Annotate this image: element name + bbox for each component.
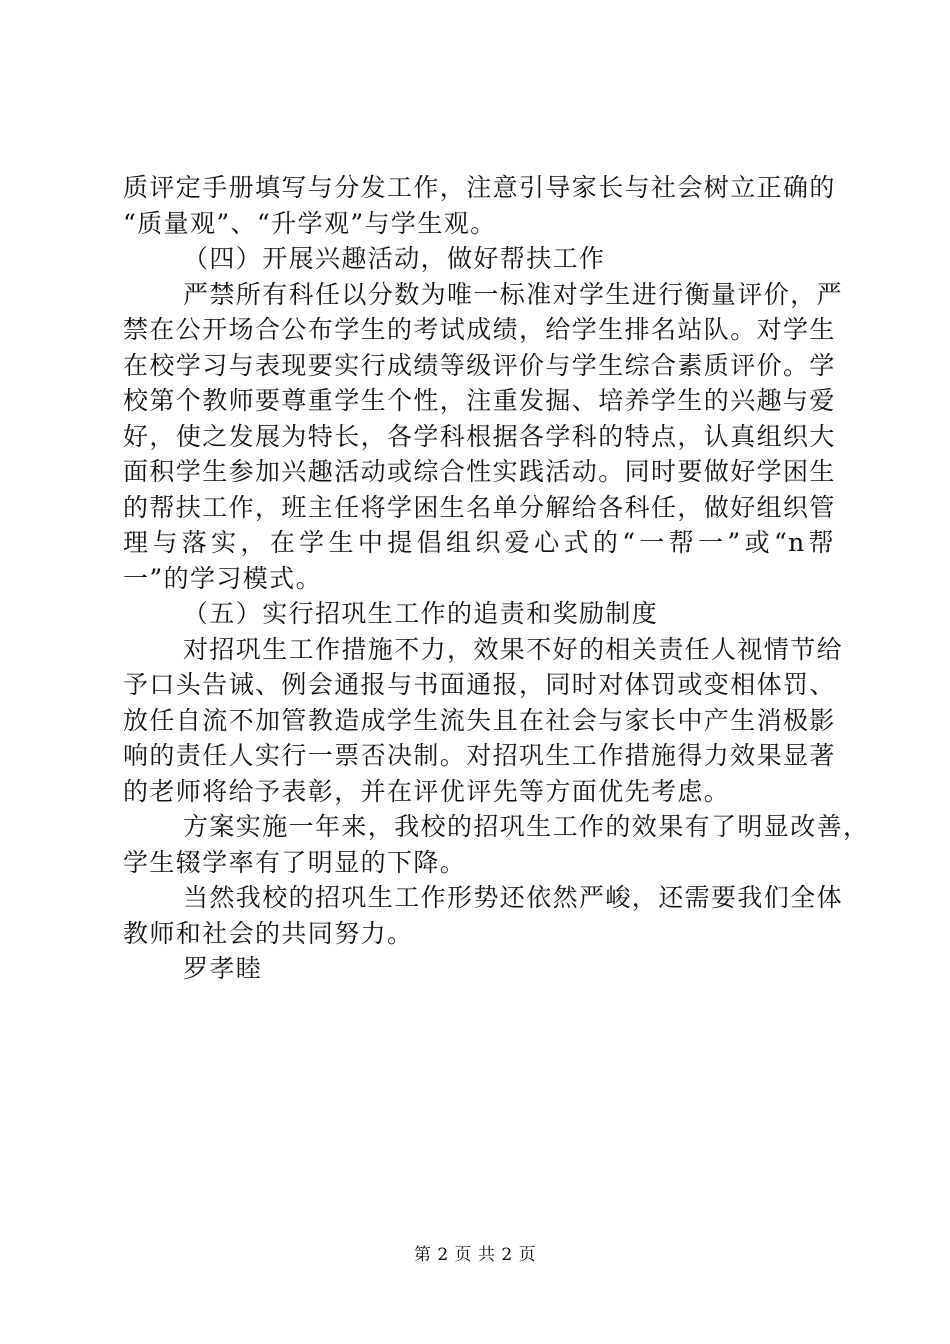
text-line: 质评定手册填写与分发工作，注意引导家长与社会树立正确的 bbox=[123, 173, 836, 202]
text-line: 方案实施一年来，我校的招巩生工作的效果有了明显改善， bbox=[183, 812, 870, 841]
text-line: （四）开展兴趣活动，做好帮扶工作 bbox=[183, 244, 606, 273]
text-line: “质量观”、“升学观”与学生观。 bbox=[123, 208, 497, 238]
text-line: 禁在公开场合公布学生的考试成绩，给学生排名站队。对学生 bbox=[123, 315, 836, 344]
text-line: 理与落实，在学生中提倡组织爱心式的“一帮一”或“n帮 bbox=[123, 528, 835, 557]
page-footer bbox=[0, 1244, 950, 1266]
text-line: 罗孝睦 bbox=[183, 954, 263, 983]
page-number-label: 第 2 页 共 2 页 bbox=[413, 1245, 537, 1265]
text-line: 对招巩生工作措施不力，效果不好的相关责任人视情节给 bbox=[183, 634, 844, 664]
text-line: 一”的学习模式。 bbox=[123, 563, 322, 593]
text-line: 放任自流不加管教造成学生流失且在社会与家长中产生消极影 bbox=[123, 705, 836, 735]
document-body bbox=[123, 170, 870, 987]
text-line: 教师和社会的共同努力。 bbox=[123, 918, 414, 948]
text-line: 的帮扶工作，班主任将学困生名单分解给各科任，做好组织管 bbox=[123, 492, 836, 522]
text-line: 的老师将给予表彰，并在评优评先等方面优先考虑。 bbox=[123, 776, 731, 806]
text-line: （五）实行招巩生工作的追责和奖励制度 bbox=[183, 599, 659, 628]
text-line: 予口头告诫、例会通报与书面通报，同时对体罚或变相体罚、 bbox=[123, 670, 836, 699]
text-line: 面积学生参加兴趣活动或综合性实践活动。同时要做好学困生 bbox=[123, 457, 836, 486]
text-line: 好，使之发展为特长，各学科根据各学科的特点，认真组织大 bbox=[123, 421, 836, 451]
text-line: 严禁所有科任以分数为唯一标准对学生进行衡量评价，严 bbox=[183, 279, 844, 309]
text-line: 响的责任人实行一票否决制。对招巩生工作措施得力效果显著 bbox=[123, 741, 836, 770]
text-line: 学生辍学率有了明显的下降。 bbox=[123, 847, 467, 877]
text-line: 在校学习与表现要实行成绩等级评价与学生综合素质评价。学 bbox=[123, 350, 836, 380]
text-line: 校第个教师要尊重学生个性，注重发掘、培养学生的兴趣与爱 bbox=[123, 386, 836, 415]
text-line: 当然我校的招巩生工作形势还依然严峻，还需要我们全体 bbox=[183, 883, 844, 912]
